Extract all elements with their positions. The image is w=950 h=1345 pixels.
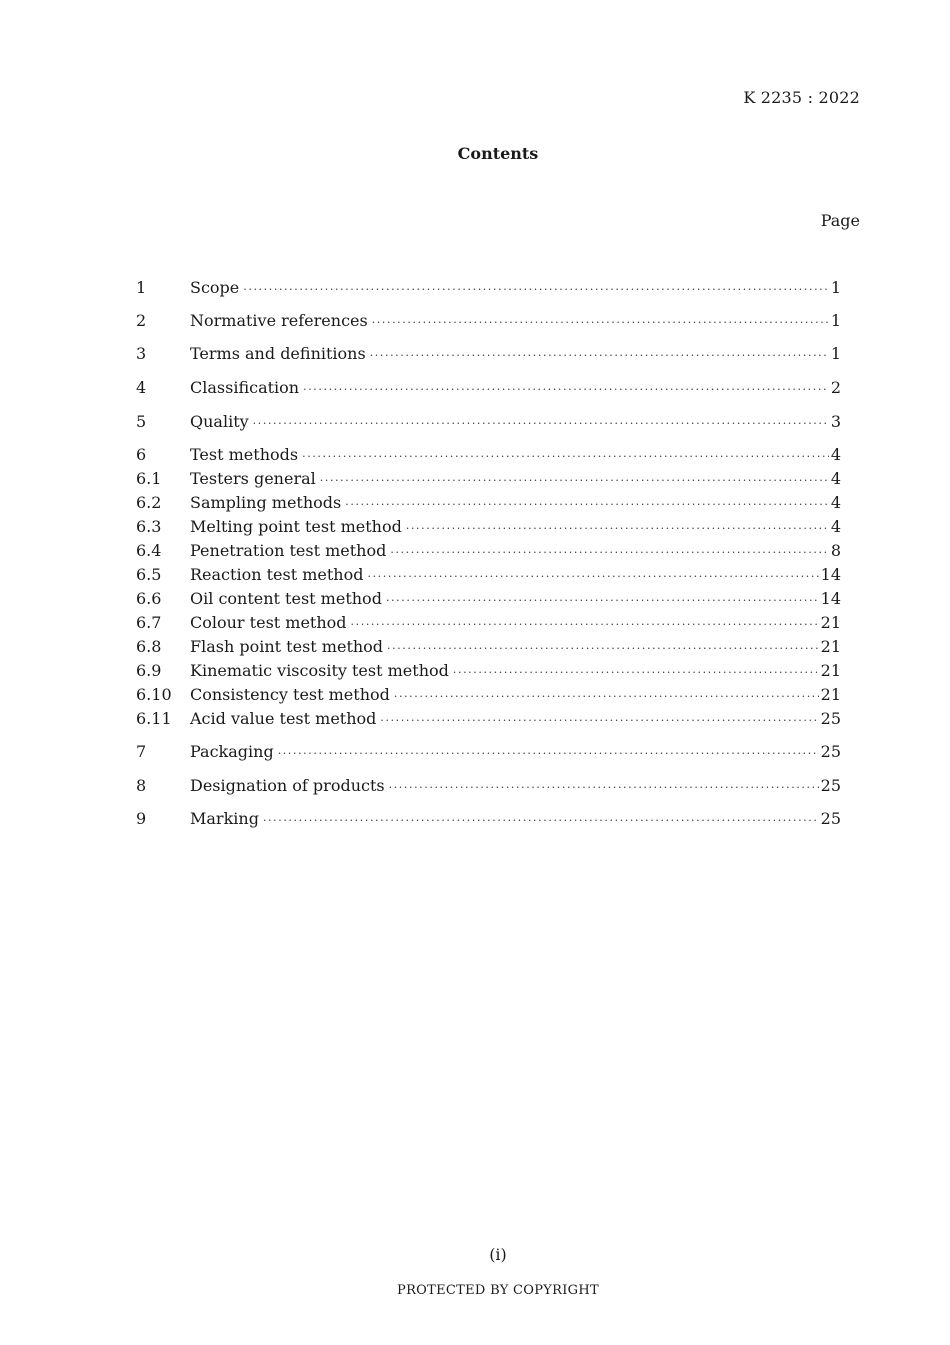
toc-entry[interactable]: [136, 661, 841, 681]
toc-entry-page: 4: [830, 445, 841, 464]
toc-entry[interactable]: [136, 742, 841, 762]
toc-entry-title[interactable]: Testers general: [190, 469, 316, 488]
toc-entry-number: 7: [136, 742, 147, 761]
toc-entry[interactable]: [136, 469, 841, 489]
toc-entry[interactable]: [136, 776, 841, 796]
toc-entry-title[interactable]: Flash point test method: [190, 637, 384, 656]
toc-dot-leader: [453, 663, 819, 683]
toc-dot-leader: [278, 744, 819, 764]
toc-dot-leader: [253, 414, 829, 434]
copyright-notice: PROTECTED BY COPYRIGHT: [397, 1283, 599, 1298]
toc-entry-number: 6.1: [136, 469, 162, 488]
toc-entry[interactable]: [136, 493, 841, 513]
toc-entry-title[interactable]: Consistency test method: [190, 685, 390, 704]
toc-entry-title[interactable]: Test methods: [190, 445, 299, 464]
toc-entry-page: 21: [820, 661, 841, 680]
toc-dot-leader: [387, 639, 819, 659]
toc-entry-page: 1: [830, 344, 841, 363]
toc-entry-page: 21: [820, 685, 841, 704]
toc-entry[interactable]: [136, 637, 841, 657]
toc-entry-number: 4: [136, 378, 147, 397]
toc-entry-page: 25: [820, 809, 841, 828]
toc-dot-leader: [263, 811, 819, 831]
toc-entry-number: 6.5: [136, 565, 162, 584]
toc-entry-page: 1: [830, 311, 841, 330]
toc-entry-title[interactable]: Oil content test method: [190, 589, 382, 608]
toc-entry-title[interactable]: Reaction test method: [190, 565, 364, 584]
toc-entry-number: 5: [136, 412, 147, 431]
toc-dot-leader: [394, 687, 819, 707]
toc-entry-page: 4: [830, 517, 841, 536]
toc-entry-title[interactable]: Acid value test method: [190, 709, 377, 728]
toc-entry[interactable]: [136, 412, 841, 432]
toc-dot-leader: [367, 567, 818, 587]
toc-dot-leader: [345, 495, 829, 515]
toc-entry[interactable]: [136, 685, 841, 705]
toc-entry[interactable]: [136, 589, 841, 609]
toc-entry-number: 6.10: [136, 685, 172, 704]
toc-entry[interactable]: [136, 709, 841, 729]
toc-entry-number: 6.6: [136, 589, 162, 608]
toc-entry-page: 14: [820, 589, 841, 608]
toc-entry-title[interactable]: Terms and definitions: [190, 344, 366, 363]
toc-entry-page: 3: [830, 412, 841, 431]
toc-entry[interactable]: [136, 517, 841, 537]
toc-dot-leader: [406, 519, 829, 539]
toc-entry-page: 21: [820, 613, 841, 632]
toc-entry-number: 6.11: [136, 709, 172, 728]
page-column-label: Page: [820, 211, 860, 230]
toc-entry[interactable]: [136, 378, 841, 398]
toc-dot-leader: [351, 615, 819, 635]
toc-entry-number: 3: [136, 344, 147, 363]
toc-entry[interactable]: [136, 565, 841, 585]
toc-entry-page: 4: [830, 493, 841, 512]
toc-dot-leader: [390, 543, 828, 563]
toc-dot-leader: [386, 591, 819, 611]
toc-entry-title[interactable]: Designation of products: [190, 776, 385, 795]
toc-dot-leader: [389, 778, 819, 798]
toc-entry-number: 1: [136, 278, 147, 297]
toc-entry[interactable]: [136, 445, 841, 465]
page-title: Contents: [457, 144, 539, 163]
toc-entry-title[interactable]: Scope: [190, 278, 240, 297]
toc-entry[interactable]: [136, 311, 841, 331]
toc-entry-title[interactable]: Marking: [190, 809, 259, 828]
toc-entry-title[interactable]: Kinematic viscosity test method: [190, 661, 449, 680]
footer-page-number: (i): [489, 1245, 507, 1264]
toc-dot-leader: [372, 313, 829, 333]
toc-entry-title[interactable]: Quality: [190, 412, 249, 431]
toc-entry-page: 25: [820, 742, 841, 761]
toc-entry-number: 6.4: [136, 541, 162, 560]
toc-entry-title[interactable]: Penetration test method: [190, 541, 387, 560]
toc-entry-title[interactable]: Melting point test method: [190, 517, 402, 536]
toc-entry-page: 25: [820, 776, 841, 795]
toc-dot-leader: [243, 280, 829, 300]
toc-entry-number: 8: [136, 776, 147, 795]
toc-entry-page: 25: [820, 709, 841, 728]
toc-entry-title[interactable]: Packaging: [190, 742, 274, 761]
toc-dot-leader: [370, 346, 829, 366]
toc-entry[interactable]: [136, 278, 841, 298]
toc-entry-title[interactable]: Normative references: [190, 311, 368, 330]
toc-entry-page: 14: [820, 565, 841, 584]
toc-entry-number: 6.7: [136, 613, 162, 632]
table-of-contents: [136, 278, 841, 838]
toc-entry-number: 6.8: [136, 637, 162, 656]
toc-entry[interactable]: [136, 613, 841, 633]
toc-entry-title[interactable]: Classification: [190, 378, 300, 397]
toc-dot-leader: [320, 471, 829, 491]
toc-entry-number: 6.9: [136, 661, 162, 680]
toc-entry-title[interactable]: Sampling methods: [190, 493, 342, 512]
toc-dot-leader: [380, 711, 818, 731]
toc-entry-page: 4: [830, 469, 841, 488]
toc-dot-leader: [303, 380, 829, 400]
toc-entry[interactable]: [136, 344, 841, 364]
toc-entry[interactable]: [136, 809, 841, 829]
toc-entry-title[interactable]: Colour test method: [190, 613, 347, 632]
toc-entry[interactable]: [136, 541, 841, 561]
toc-dot-leader: [302, 447, 829, 467]
toc-entry-page: 8: [830, 541, 841, 560]
toc-entry-number: 2: [136, 311, 147, 330]
document-code: K 2235 : 2022: [743, 88, 860, 107]
toc-entry-number: 6.3: [136, 517, 162, 536]
toc-entry-number: 9: [136, 809, 147, 828]
toc-entry-page: 2: [830, 378, 841, 397]
toc-entry-number: 6.2: [136, 493, 162, 512]
toc-entry-number: 6: [136, 445, 147, 464]
toc-entry-page: 21: [820, 637, 841, 656]
toc-entry-page: 1: [830, 278, 841, 297]
